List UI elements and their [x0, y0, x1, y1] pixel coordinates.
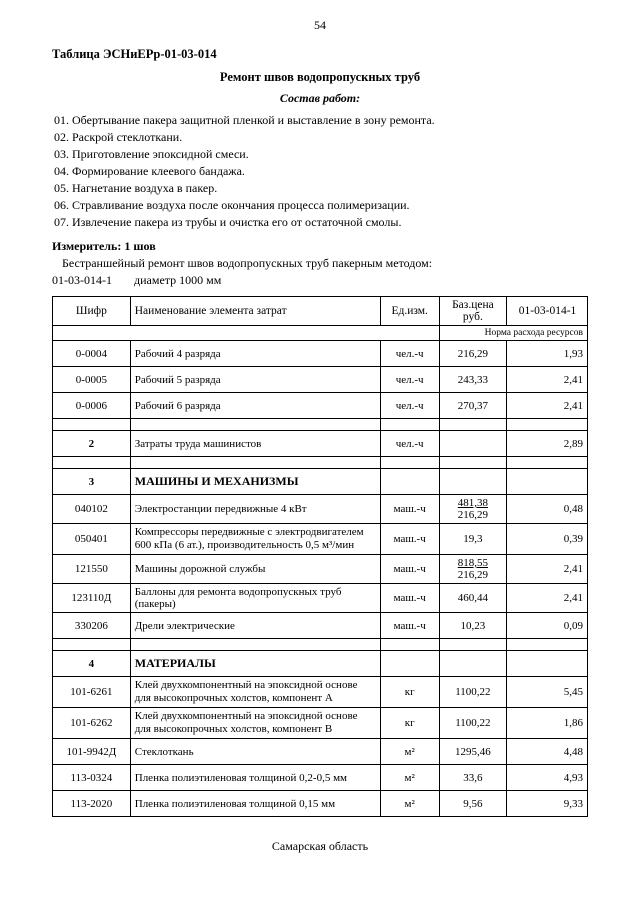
cell-unit: м² [380, 739, 439, 765]
table-row-section [53, 469, 588, 495]
table-row [53, 613, 588, 639]
table-body [53, 326, 588, 817]
cell-price-primary: 481,38 [457, 497, 489, 509]
cell-code: 101-9942Д [53, 739, 131, 765]
cell-norm: 9,33 [507, 791, 588, 817]
cell-unit: чел.-ч [380, 367, 439, 393]
code-line [52, 273, 588, 288]
page-title: Ремонт швов водопропускных труб [219, 70, 421, 84]
cell-name: Рабочий 4 разряда [130, 341, 380, 367]
cell-code: 330206 [53, 613, 131, 639]
cell-price [439, 651, 506, 677]
cell-name: Пленка полиэтиленовая толщиной 0,2-0,5 мм [130, 765, 380, 791]
cell-price: 10,23 [439, 613, 506, 639]
cell-price: 216,29 [439, 341, 506, 367]
cell-price-secondary: 216,29 [457, 569, 489, 581]
cell-price: 243,33 [439, 367, 506, 393]
cell-unit [380, 469, 439, 495]
cell-code: 3 [53, 469, 131, 495]
cell-name: Затраты труда машинистов [130, 431, 380, 457]
cell-name: Пленка полиэтиленовая толщиной 0,15 мм [130, 791, 380, 817]
table-row [53, 495, 588, 524]
cell-price [439, 495, 506, 524]
cell-unit: кг [380, 708, 439, 739]
cell-code: 113-0324 [53, 765, 131, 791]
cell-price-secondary: 216,29 [457, 509, 489, 521]
column-header-price-line1: Баз.цена [452, 299, 494, 311]
list-item: 01. Обертывание пакера защитной пленкой и выставление в зону ремонта. [54, 113, 435, 127]
works-heading: Состав работ: [279, 91, 361, 105]
table-row [53, 367, 588, 393]
table-row [53, 341, 588, 367]
norm-note-text: Норма расхода ресурсов [439, 326, 587, 341]
cell-price: 1100,22 [439, 677, 506, 708]
list-item: 07. Извлечение пакера из трубы и очистка его от остаточной смолы. [54, 215, 402, 229]
diameter-text: диаметр 1000 мм [134, 273, 222, 287]
cell-name: Дрели электрические [130, 613, 380, 639]
cell-norm [507, 651, 588, 677]
cell-code: 113-2020 [53, 791, 131, 817]
cell-name: Компрессоры передвижные с электродвигателем 600 кПа (6 ат.), производительность 0,5 м³/мин [130, 524, 380, 555]
cell-unit: маш.-ч [380, 524, 439, 555]
cell-price: 270,37 [439, 393, 506, 419]
table-row [53, 765, 588, 791]
cell-code: 0-0005 [53, 367, 131, 393]
cell-code: 123110Д [53, 584, 131, 613]
cell-price: 33,6 [439, 765, 506, 791]
cell-code: 0-0004 [53, 341, 131, 367]
cell-unit: маш.-ч [380, 495, 439, 524]
cell-norm: 0,09 [507, 613, 588, 639]
cell-unit: м² [380, 791, 439, 817]
cell-price [439, 431, 506, 457]
cell-norm: 0,39 [507, 524, 588, 555]
cell-name: Клей двухкомпонентный на эпоксидной основе для высокопрочных холстов, компонент В [130, 708, 380, 739]
cell-code: 040102 [53, 495, 131, 524]
cell-norm: 5,45 [507, 677, 588, 708]
cell-unit: чел.-ч [380, 431, 439, 457]
cell-norm: 0,48 [507, 495, 588, 524]
resources-table [52, 296, 588, 817]
cell-norm: 2,41 [507, 393, 588, 419]
cell-name: Стеклоткань [130, 739, 380, 765]
cell-norm: 2,41 [507, 555, 588, 584]
column-header-name: Наименование элемента затрат [130, 297, 380, 326]
column-header-price-line2: руб. [462, 311, 483, 323]
cell-price [439, 555, 506, 584]
list-item: 02. Раскрой стеклоткани. [54, 130, 183, 144]
cell-unit: кг [380, 677, 439, 708]
table-row [53, 431, 588, 457]
cell-price: 19,3 [439, 524, 506, 555]
table-spacer [53, 457, 588, 469]
cell-price-primary: 818,55 [457, 557, 489, 569]
cell-unit: маш.-ч [380, 555, 439, 584]
table-spacer [53, 419, 588, 431]
cell-norm: 2,41 [507, 367, 588, 393]
cell-unit: чел.-ч [380, 393, 439, 419]
cell-name: Баллоны для ремонта водопропускных труб (пакеры) [130, 584, 380, 613]
cell-price: 9,56 [439, 791, 506, 817]
norm-note-row [53, 326, 588, 341]
list-item: 05. Нагнетание воздуха в пакер. [54, 181, 218, 195]
cell-code: 121550 [53, 555, 131, 584]
table-row [53, 524, 588, 555]
table-label: Таблица ЭСНиЕРр-01-03-014 [52, 47, 217, 61]
list-item: 04. Формирование клеевого бандажа. [54, 164, 245, 178]
works-list [52, 112, 588, 231]
table-row [53, 708, 588, 739]
cell-price [439, 469, 506, 495]
cell-norm: 4,48 [507, 739, 588, 765]
table-row [53, 791, 588, 817]
cell-price: 460,44 [439, 584, 506, 613]
cell-code: 2 [53, 431, 131, 457]
cell-unit: чел.-ч [380, 341, 439, 367]
table-row [53, 393, 588, 419]
resource-code: 01-03-014-1 [52, 273, 112, 287]
table-row [53, 555, 588, 584]
table-row [53, 584, 588, 613]
cell-price: 1100,22 [439, 708, 506, 739]
cell-price: 1295,46 [439, 739, 506, 765]
cell-norm [507, 469, 588, 495]
cell-unit: маш.-ч [380, 613, 439, 639]
cell-unit [380, 651, 439, 677]
page-number: 54 [314, 18, 326, 32]
list-item: 03. Приготовление эпоксидной смеси. [54, 147, 249, 161]
cell-unit: м² [380, 765, 439, 791]
method-line: Бестраншейный ремонт швов водопропускных труб пакерным методом: [62, 256, 433, 270]
cell-norm: 2,89 [507, 431, 588, 457]
list-item: 06. Стравливание воздуха после окончания процесса полимеризации. [54, 198, 410, 212]
cell-code: 4 [53, 651, 131, 677]
table-spacer [53, 639, 588, 651]
column-header-price [439, 297, 506, 326]
cell-name: МАШИНЫ И МЕХАНИЗМЫ [130, 469, 380, 495]
table-row-section [53, 651, 588, 677]
cell-name: Клей двухкомпонентный на эпоксидной основе для высокопрочных холстов, компонент А [130, 677, 380, 708]
cell-code: 101-6262 [53, 708, 131, 739]
cell-code: 101-6261 [53, 677, 131, 708]
cell-name: Рабочий 6 разряда [130, 393, 380, 419]
table-header [53, 297, 588, 326]
meter-line: Измеритель: 1 шов [52, 239, 156, 253]
cell-unit: маш.-ч [380, 584, 439, 613]
cell-norm: 1,93 [507, 341, 588, 367]
column-header-unit: Ед.изм. [380, 297, 439, 326]
cell-name: Рабочий 5 разряда [130, 367, 380, 393]
norm-note-blank [53, 326, 440, 341]
cell-code: 0-0006 [53, 393, 131, 419]
cell-code: 050401 [53, 524, 131, 555]
cell-name: МАТЕРИАЛЫ [130, 651, 380, 677]
column-header-code: Шифр [53, 297, 131, 326]
table-row [53, 677, 588, 708]
page-footer: Самарская область [271, 839, 369, 853]
cell-norm: 1,86 [507, 708, 588, 739]
cell-name: Машины дорожной службы [130, 555, 380, 584]
table-row [53, 739, 588, 765]
cell-name: Электростанции передвижные 4 кВт [130, 495, 380, 524]
cell-norm: 2,41 [507, 584, 588, 613]
column-header-norm: 01-03-014-1 [507, 297, 588, 326]
cell-norm: 4,93 [507, 765, 588, 791]
